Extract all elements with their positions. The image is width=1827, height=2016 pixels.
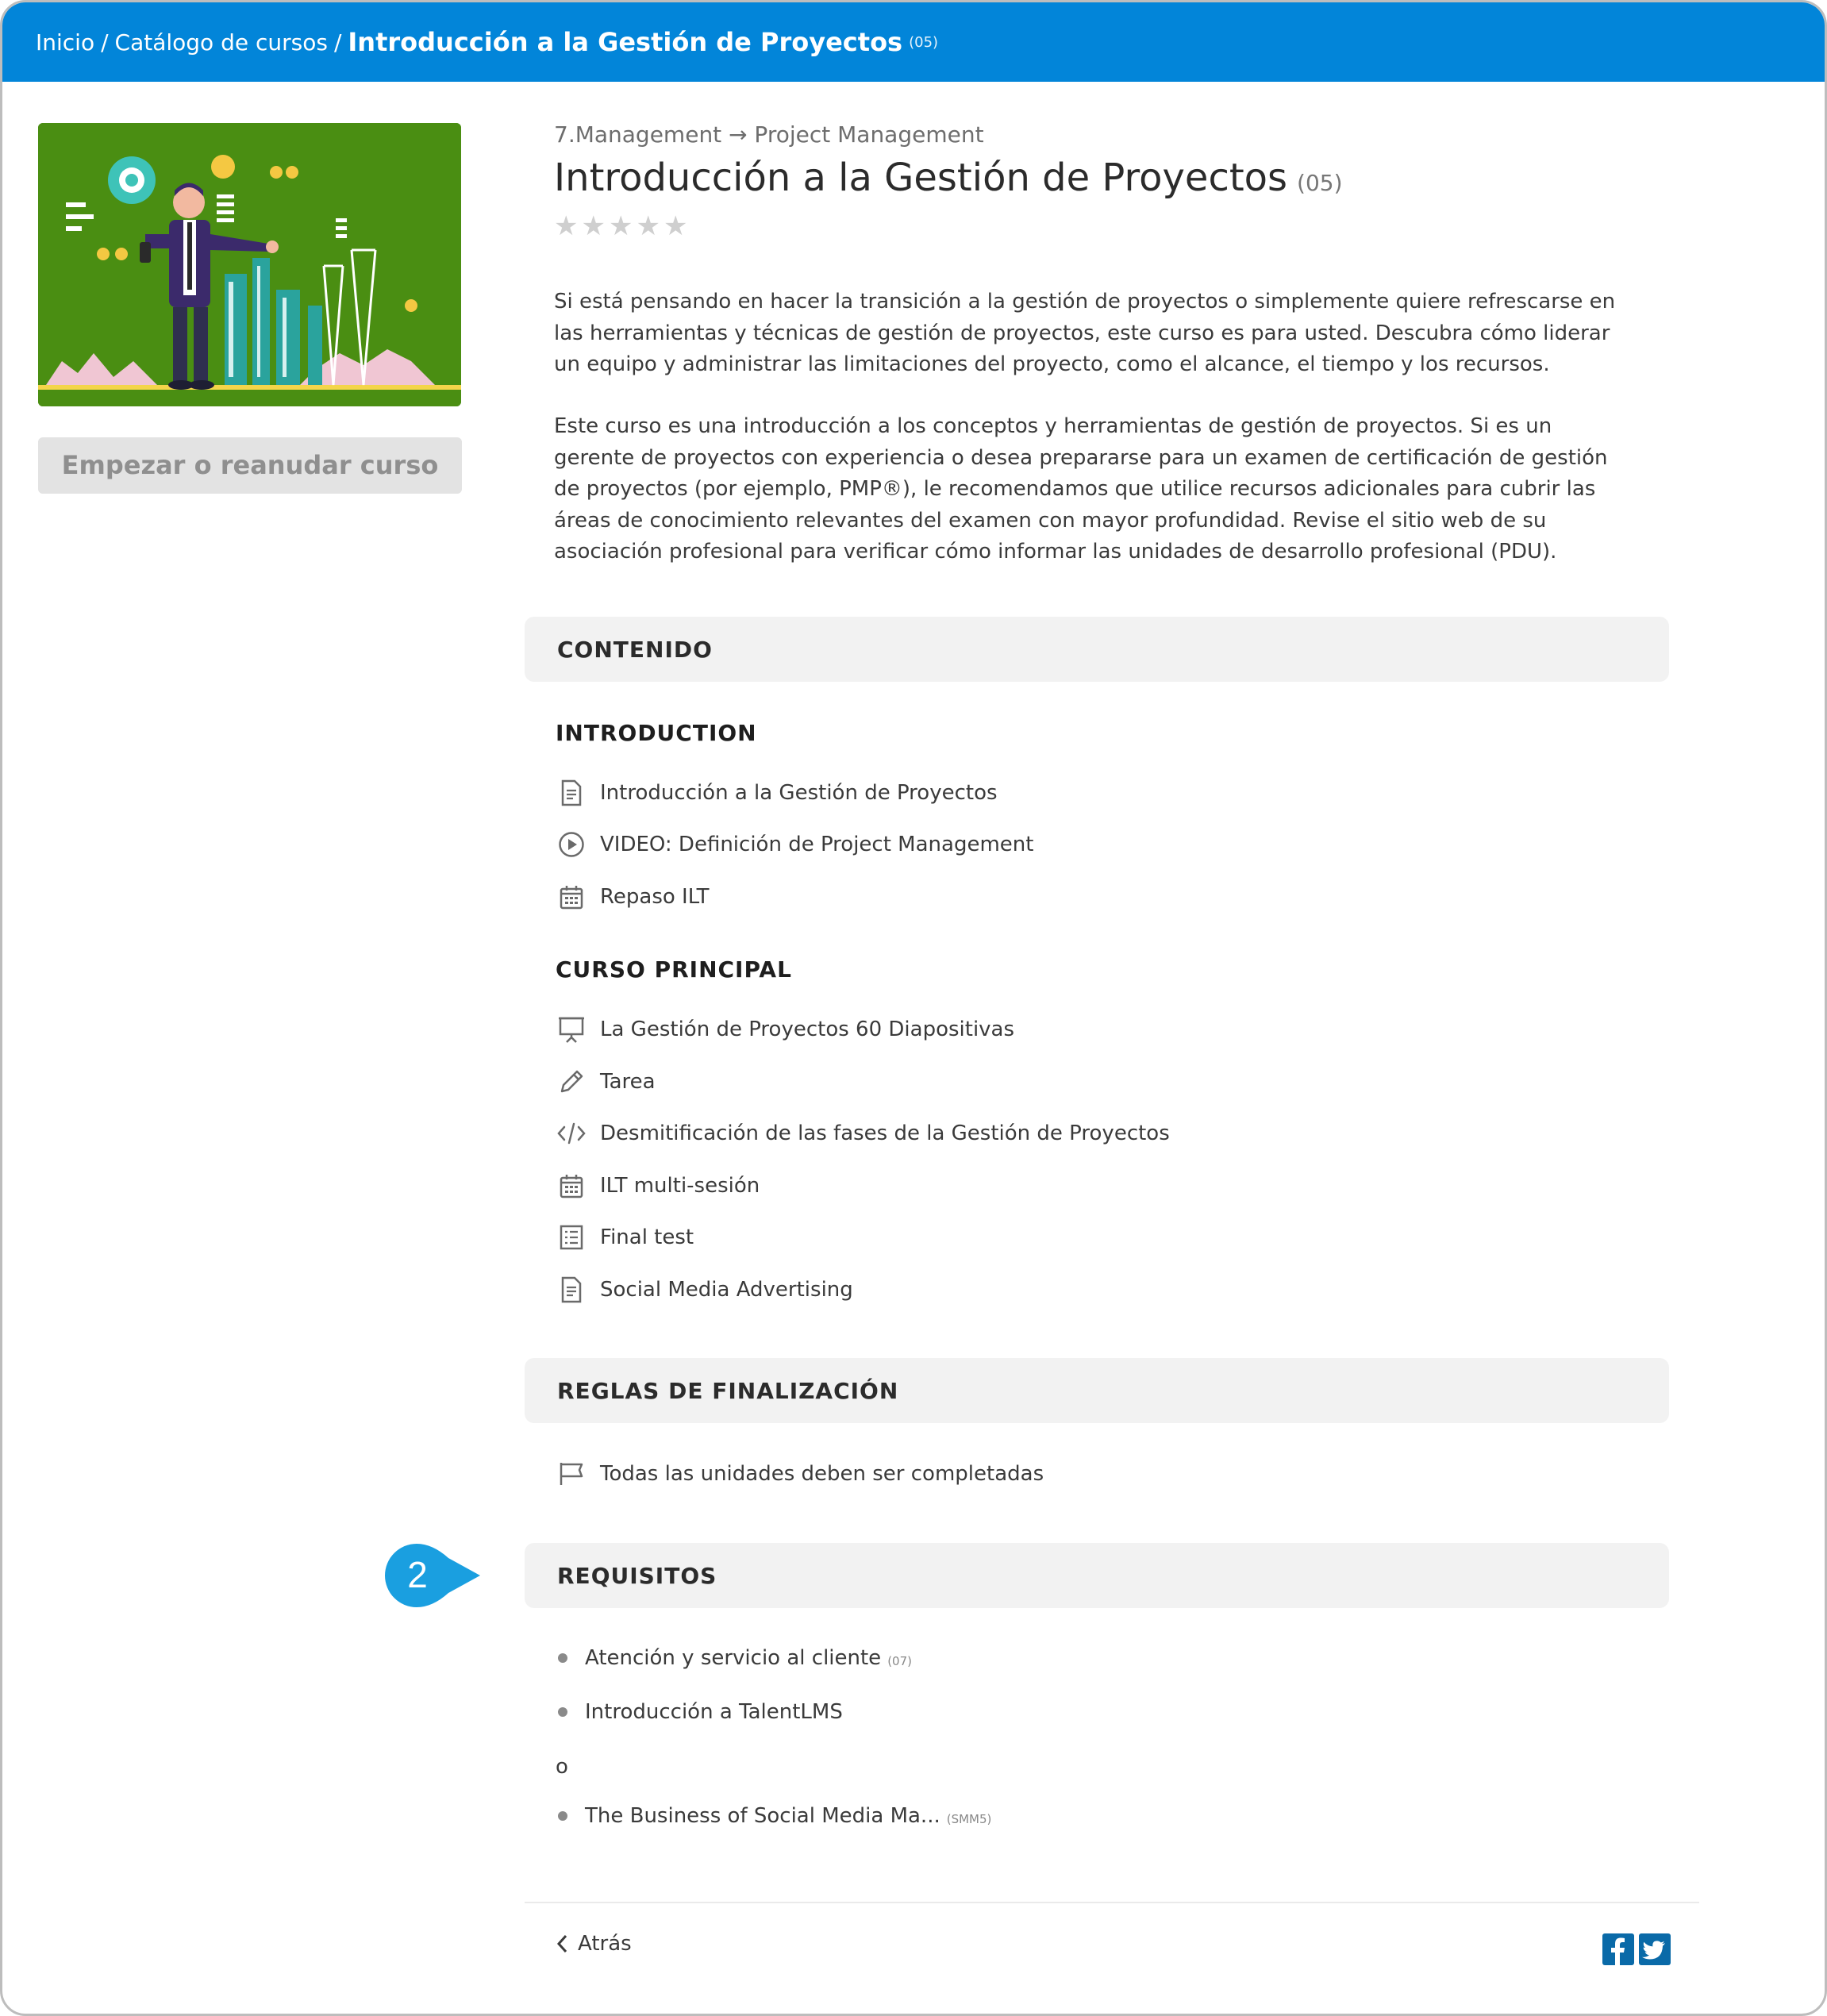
completion-rule-label: Todas las unidades deben ser completadas [600,1462,1044,1486]
checklist-icon [556,1222,587,1253]
unit-item[interactable] [556,1014,1014,1045]
unit-item[interactable] [556,1118,1170,1149]
requirement-item[interactable] [556,1646,912,1670]
star-icon[interactable]: ★ [581,210,606,242]
bullet [558,1653,567,1663]
unit-item[interactable] [556,829,1033,860]
callout-number: 2 [407,1554,428,1595]
breadcrumb-separator: / [101,29,109,56]
unit-label: VIDEO: Definición de Project Management [600,833,1034,856]
requirements-section-header: REQUISITOS [525,1543,1669,1608]
requirement-item[interactable] [556,1700,843,1724]
section-title-introduction: INTRODUCTION [556,720,757,746]
section-title-curso-principal: CURSO PRINCIPAL [556,956,792,983]
start-course-button[interactable]: Empezar o reanudar curso [38,437,462,494]
back-label[interactable]: Atrás [578,1932,632,1956]
calendar-icon [556,881,587,913]
breadcrumb-current: Introducción a la Gestión de Proyectos [348,27,903,57]
requirement-code: (07) [887,1654,912,1668]
document-icon [556,1274,587,1306]
requirement-label[interactable]: The Business of Social Media Ma... [585,1804,940,1828]
presentation-icon [556,1014,587,1045]
unit-item[interactable] [556,1222,694,1253]
completion-section-header: REGLAS DE FINALIZACIÓN [525,1358,1669,1423]
course-illustration [38,123,461,406]
rating-stars[interactable] [554,210,688,242]
course-thumbnail [38,123,461,406]
star-icon[interactable]: ★ [608,210,633,242]
unit-label: ILT multi-sesión [600,1174,760,1198]
course-category: 7.Management → Project Management [554,121,984,148]
breadcrumb-code: (05) [909,33,939,51]
course-code: (05) [1297,170,1343,196]
requirements-or: o [556,1755,568,1779]
unit-item[interactable] [556,1066,656,1098]
document-icon [556,777,587,809]
unit-label: Final test [600,1225,694,1249]
chevron-left-icon [552,1931,571,1956]
unit-item[interactable] [556,1274,853,1306]
calendar-icon [556,1170,587,1202]
breadcrumb [2,2,1825,82]
content-section-header: CONTENIDO [525,617,1669,682]
star-icon[interactable]: ★ [554,210,579,242]
breadcrumb-home-link[interactable]: Inicio [36,29,95,56]
requirement-label[interactable]: Introducción a TalentLMS [585,1700,843,1724]
bullet [558,1811,567,1821]
unit-label: Tarea [600,1070,656,1094]
bullet [558,1707,567,1717]
unit-label: Desmitificación de las fases de la Gestión de Proyectos [600,1121,1170,1145]
unit-item[interactable] [556,777,998,809]
course-title-row [554,156,1343,200]
course-description-2: Este curso es una introducción a los conceptos y herramientas de gestión de proyectos. Si es un gerente de proyectos con experiencia o desea prepararse para un examen de certificación de gestión de proyectos (por ejemplo, PMP®), le recomendamos que utilice recursos adicionales para cubrir las áreas de conocimiento relevantes del examen con mayor profundidad. Revise el sitio web de su asociación profesional para verificar cómo informar las unidades de desarrollo profesional (PDU). [554,414,1608,564]
code-icon [556,1118,587,1149]
back-link[interactable] [552,1931,632,1956]
facebook-icon[interactable] [1602,1933,1634,1965]
course-description-1: Si está pensando en hacer la transición a la gestión de proyectos o simplemente quiere refrescarse en las herramientas y técnicas de gestión de proyectos, este curso es para usted. Descubra cómo liderar un equipo y administrar las limitaciones del proyecto, como el alcance, el tiempo y los recursos. [554,290,1616,376]
unit-label: Introducción a la Gestión de Proyectos [600,781,998,805]
unit-label: La Gestión de Proyectos 60 Diapositivas [600,1018,1015,1041]
unit-item[interactable] [556,881,710,913]
twitter-icon[interactable] [1639,1933,1671,1965]
requirement-code: (SMM5) [946,1812,992,1826]
completion-rule [556,1458,1044,1490]
pencil-icon [556,1066,587,1098]
play-circle-icon [556,829,587,860]
unit-label: Repaso ILT [600,885,710,909]
requirement-item[interactable] [556,1804,991,1828]
unit-label: Social Media Advertising [600,1278,853,1302]
star-icon[interactable]: ★ [663,210,688,242]
requirement-label[interactable]: Atención y servicio al cliente [585,1646,882,1670]
flag-icon [556,1458,587,1490]
star-icon[interactable]: ★ [636,210,660,242]
footer-divider [525,1902,1699,1903]
step-callout-marker [385,1544,482,1607]
course-title: Introducción a la Gestión de Proyectos [554,156,1288,200]
breadcrumb-separator: / [333,29,342,56]
breadcrumb-catalog-link[interactable]: Catálogo de cursos [114,29,328,56]
unit-item[interactable] [556,1170,760,1202]
